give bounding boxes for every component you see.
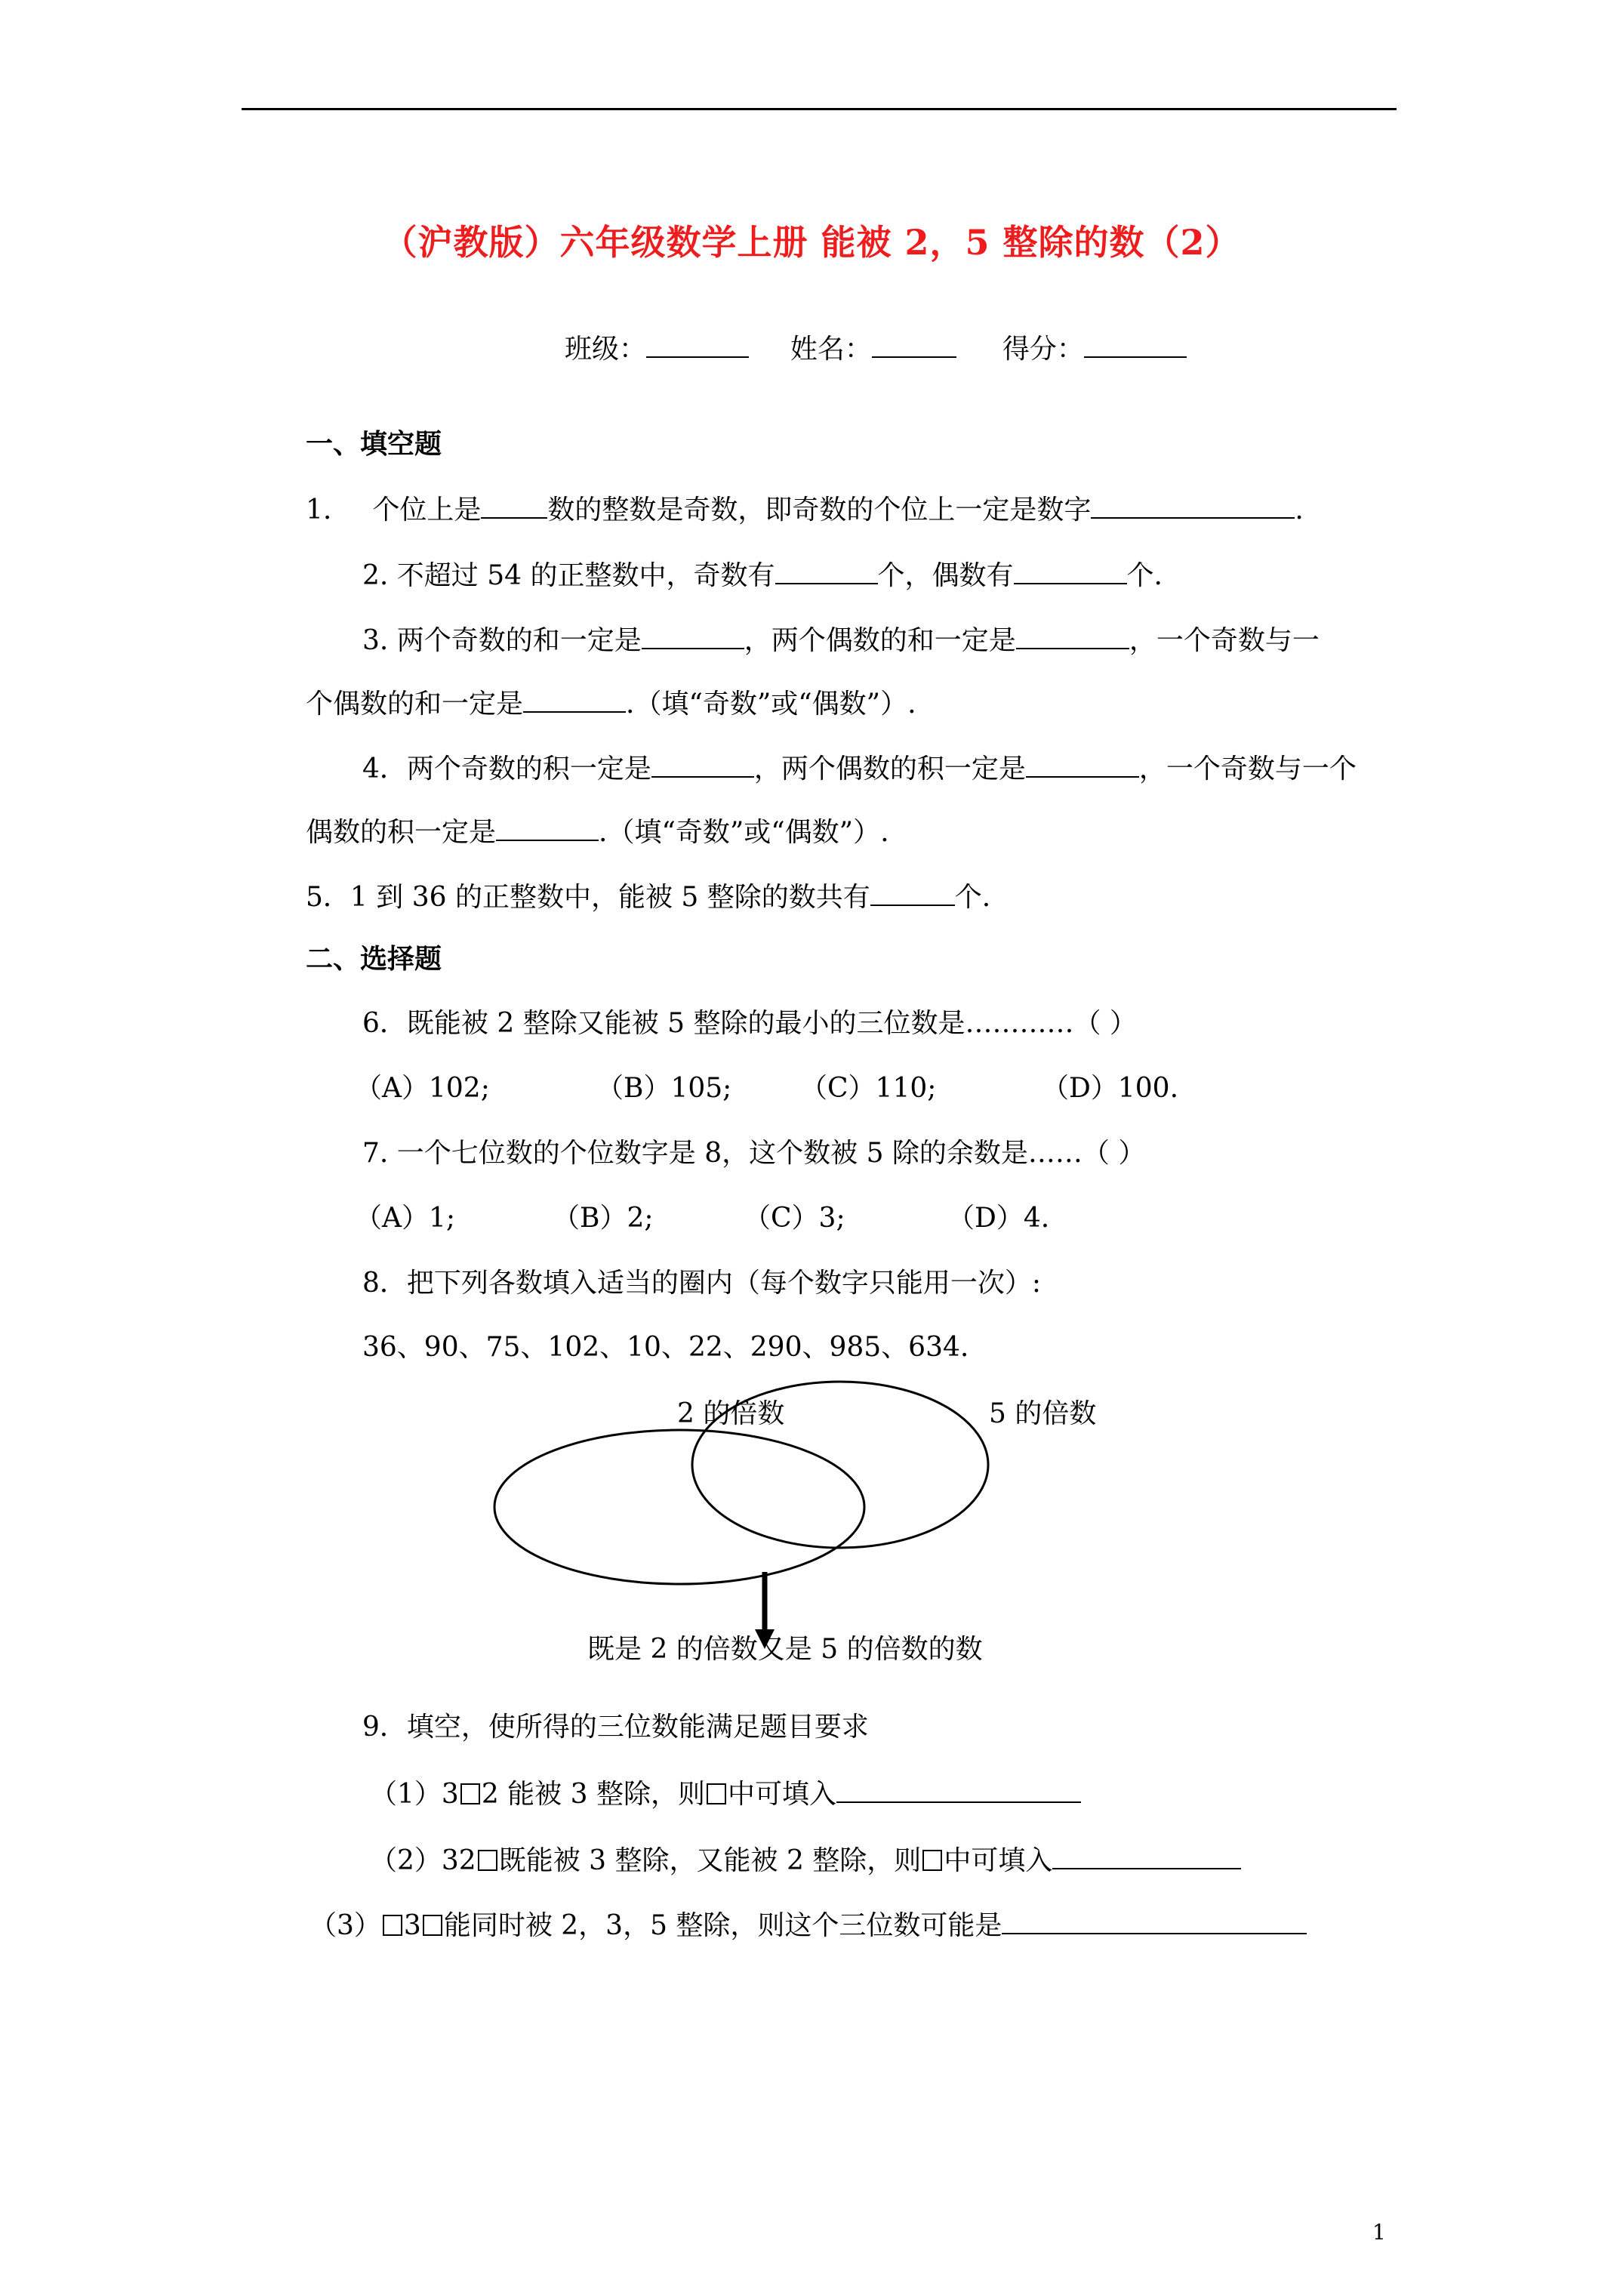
q9p2-text-c: 中可填入 <box>944 1845 1053 1876</box>
q3-text-d: 个偶数的和一定是 <box>306 689 524 720</box>
q1-text-b: 数的整数是奇数，即奇数的个位上一定是数字 <box>547 495 1092 525</box>
section1-heading: 一、填空题 <box>306 428 442 460</box>
q9-part-2 <box>370 1842 1241 1878</box>
page-title: （沪教版）六年级数学上册 能被 2，5 整除的数（2） <box>382 222 1241 263</box>
score-label: 得分： <box>1002 334 1084 365</box>
q4-text-e: .（填“奇数”或“偶数”）. <box>599 817 889 848</box>
venn-right-circle[interactable] <box>692 1382 988 1548</box>
q9p3-text-a: （3） <box>310 1910 381 1941</box>
page-number: 1 <box>1372 2220 1386 2245</box>
q6-option-c[interactable]: （C）110; <box>800 1073 937 1104</box>
q9p3-blank[interactable] <box>1002 1907 1307 1934</box>
q9-part-1 <box>370 1776 1081 1811</box>
q2-text-a: 2. 不超过 54 的正整数中，奇数有 <box>362 560 775 591</box>
q9p1-box-2 <box>707 1783 726 1804</box>
q3-text-e: .（填“奇数”或“偶数”）. <box>626 689 916 720</box>
venn-bottom-label: 既是 2 的倍数又是 5 的倍数的数 <box>587 1634 983 1665</box>
q9-part-3 <box>310 1907 1307 1943</box>
q4-text-a: 4．两个奇数的积一定是 <box>362 754 651 784</box>
name-label: 姓名： <box>790 334 872 365</box>
q9p1-text-c: 中可填入 <box>727 1779 836 1810</box>
q9p3-box-2[interactable] <box>423 1915 442 1936</box>
q9p3-text-b: 3 <box>403 1910 421 1941</box>
q6-option-d[interactable]: （D）100. <box>1042 1073 1179 1104</box>
question-8: 8．把下列各数填入适当的圈内（每个数字只能用一次）: <box>362 1268 1042 1299</box>
section2-heading: 二、选择题 <box>306 943 442 975</box>
q7-option-b[interactable]: （B）2; <box>553 1203 654 1234</box>
question-9: 9．填空，使所得的三位数能满足题目要求 <box>362 1712 869 1743</box>
q9p2-box-2 <box>922 1850 942 1871</box>
q3-text-a: 3. 两个奇数的和一定是 <box>362 625 642 656</box>
q7-option-d[interactable]: （D）4. <box>947 1203 1050 1234</box>
q4-text-b: ，两个偶数的积一定是 <box>753 754 1026 784</box>
question-7: 7. 一个七位数的个位数字是 8，这个数被 5 除的余数是……（ ） <box>362 1138 1146 1169</box>
q7-option-a[interactable]: （A）1; <box>355 1203 456 1234</box>
q9p1-blank[interactable] <box>836 1776 1081 1803</box>
q9p2-text-b: 既能被 3 整除，又能被 2 整除，则 <box>498 1845 922 1876</box>
q4-text-c: ，一个奇数与一个 <box>1138 754 1357 784</box>
question-6: 6．既能被 2 整除又能被 5 整除的最小的三位数是…………（ ） <box>362 1008 1137 1039</box>
venn-left-circle[interactable] <box>494 1430 864 1584</box>
q9p2-blank[interactable] <box>1052 1842 1241 1869</box>
q9p3-box-1[interactable] <box>383 1915 402 1936</box>
q9p2-box-1[interactable] <box>478 1850 497 1871</box>
q5-text-b: 个. <box>954 882 991 913</box>
class-label: 班级： <box>565 334 647 365</box>
q3-text-c: ，一个奇数与一 <box>1129 625 1320 656</box>
venn-right-label: 5 的倍数 <box>989 1398 1097 1429</box>
q2-text-c: 个. <box>1126 560 1163 591</box>
q9p2-text-a: （2）32 <box>370 1845 476 1876</box>
q9p1-text-a: （1）3 <box>370 1779 459 1810</box>
q6-option-b[interactable]: （B）105; <box>596 1073 732 1104</box>
q3-text-b: ，两个偶数的和一定是 <box>744 625 1016 656</box>
q1-number: 1. <box>306 495 332 525</box>
q6-option-a[interactable]: （A）102; <box>355 1073 490 1104</box>
q4-text-d: 偶数的积一定是 <box>306 817 497 848</box>
q7-option-c[interactable]: （C）3; <box>744 1203 845 1234</box>
q8-number-list: 36、90、75、102、10、22、290、985、634. <box>362 1332 969 1363</box>
q1-text-c: . <box>1295 495 1304 525</box>
venn-left-label: 2 的倍数 <box>677 1398 785 1429</box>
q5-text-a: 5．1 到 36 的正整数中，能被 5 整除的数共有 <box>306 882 870 913</box>
q9p3-text-c: 能同时被 2，3，5 整除，则这个三位数可能是 <box>443 1910 1002 1941</box>
q1-text-a: 个位上是 <box>372 495 482 525</box>
q9p1-text-b: 2 能被 3 整除，则 <box>481 1779 705 1810</box>
q2-text-b: 个，偶数有 <box>877 560 1014 591</box>
q9p1-box-1[interactable] <box>460 1783 480 1804</box>
